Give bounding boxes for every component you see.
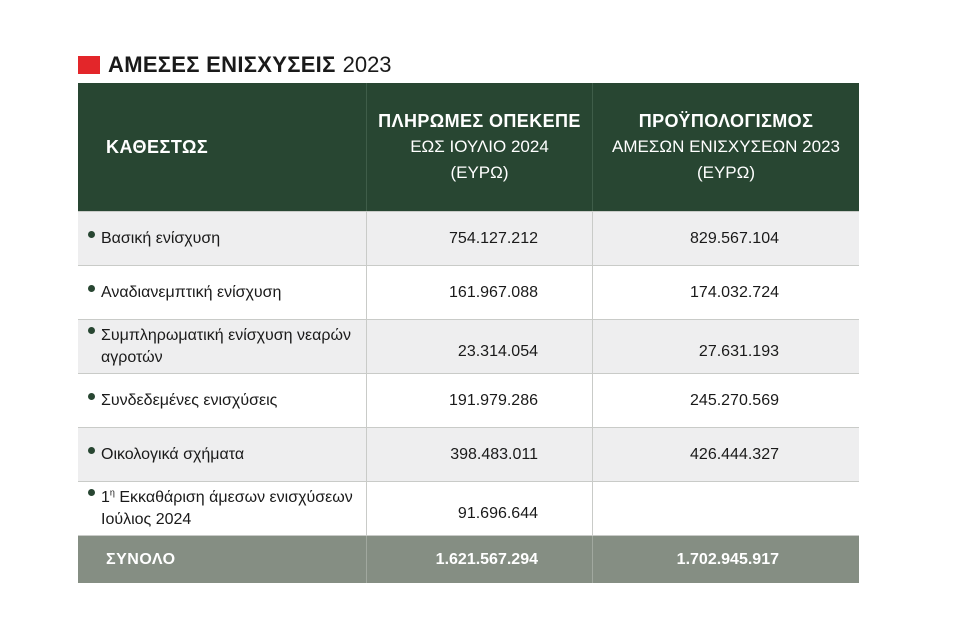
row-label-cell xyxy=(78,320,366,373)
row-budget: 245.270.569 xyxy=(592,374,859,427)
header-budget-line3: (ΕΥΡΩ) xyxy=(696,163,756,182)
row-payments: 398.483.011 xyxy=(366,428,592,481)
total-payments: 1.621.567.294 xyxy=(366,536,592,583)
bullet-icon xyxy=(88,447,95,454)
row-label-cell xyxy=(78,266,366,319)
row-label: Αναδιανεμπτική ενίσχυση xyxy=(101,283,282,301)
chart-title xyxy=(78,52,392,78)
header-budget-line1: ΠΡΟΫΠΟΛΟΓΙΣΜΟΣ xyxy=(638,111,814,131)
table-header xyxy=(78,83,859,211)
bullet-icon xyxy=(88,231,95,238)
row-budget: 27.631.193 xyxy=(592,320,859,373)
table-row xyxy=(78,481,859,535)
row-label: Συνδεδεμένες ενισχύσεις xyxy=(101,391,278,409)
row-payments: 191.979.286 xyxy=(366,374,592,427)
title-text: ΑΜΕΣΕΣ ΕΝΙΣΧΥΣΕΙΣ xyxy=(108,52,336,77)
row-label-cell xyxy=(78,482,366,535)
row-payments: 23.314.054 xyxy=(366,320,592,373)
header-payments-line1: ΠΛΗΡΩΜΕΣ ΟΠΕΚΕΠΕ xyxy=(378,111,581,131)
row-budget: 174.032.724 xyxy=(592,266,859,319)
row-label: Οικολογικά σχήματα xyxy=(101,445,245,463)
table-row xyxy=(78,211,859,265)
header-budget-line2: ΑΜΕΣΩΝ ΕΝΙΣΧΥΣΕΩΝ 2023 xyxy=(612,137,840,156)
table-row xyxy=(78,265,859,319)
row-label xyxy=(101,487,358,531)
row-label-rest: Εκκαθάριση άμεσων ενισχύσεων Ιούλιος 2024 xyxy=(101,488,353,528)
row-label: Βασική ενίσχυση xyxy=(101,229,221,247)
header-payments xyxy=(366,83,592,211)
row-budget: 426.444.327 xyxy=(592,428,859,481)
total-budget: 1.702.945.917 xyxy=(592,536,859,583)
row-label-prefix: 1 xyxy=(101,488,110,506)
total-label: ΣΥΝΟΛΟ xyxy=(106,550,176,568)
bullet-icon xyxy=(88,489,95,496)
row-label-cell xyxy=(78,212,366,265)
row-label: Συμπληρωματική ενίσχυση νεαρών αγροτών xyxy=(101,326,351,366)
row-budget xyxy=(592,482,859,535)
table-row xyxy=(78,427,859,481)
row-budget: 829.567.104 xyxy=(592,212,859,265)
header-payments-line2: ΕΩΣ ΙΟΥΛΙΟ 2024 xyxy=(410,137,549,156)
row-label-cell xyxy=(78,428,366,481)
bullet-icon xyxy=(88,327,95,334)
row-label-cell xyxy=(78,374,366,427)
table-row xyxy=(78,319,859,373)
direct-payments-table xyxy=(78,83,859,583)
total-row xyxy=(78,535,859,583)
bullet-icon xyxy=(88,393,95,400)
title-year: 2023 xyxy=(342,52,392,77)
header-budget xyxy=(592,83,859,211)
title-red-square-icon xyxy=(78,56,100,74)
table-row xyxy=(78,373,859,427)
header-regime: ΚΑΘΕΣΤΩΣ xyxy=(106,136,209,157)
row-payments: 91.696.644 xyxy=(366,482,592,535)
row-payments: 754.127.212 xyxy=(366,212,592,265)
header-payments-line3: (ΕΥΡΩ) xyxy=(450,163,509,182)
row-payments: 161.967.088 xyxy=(366,266,592,319)
bullet-icon xyxy=(88,285,95,292)
row-label-superscript: η xyxy=(109,487,115,498)
